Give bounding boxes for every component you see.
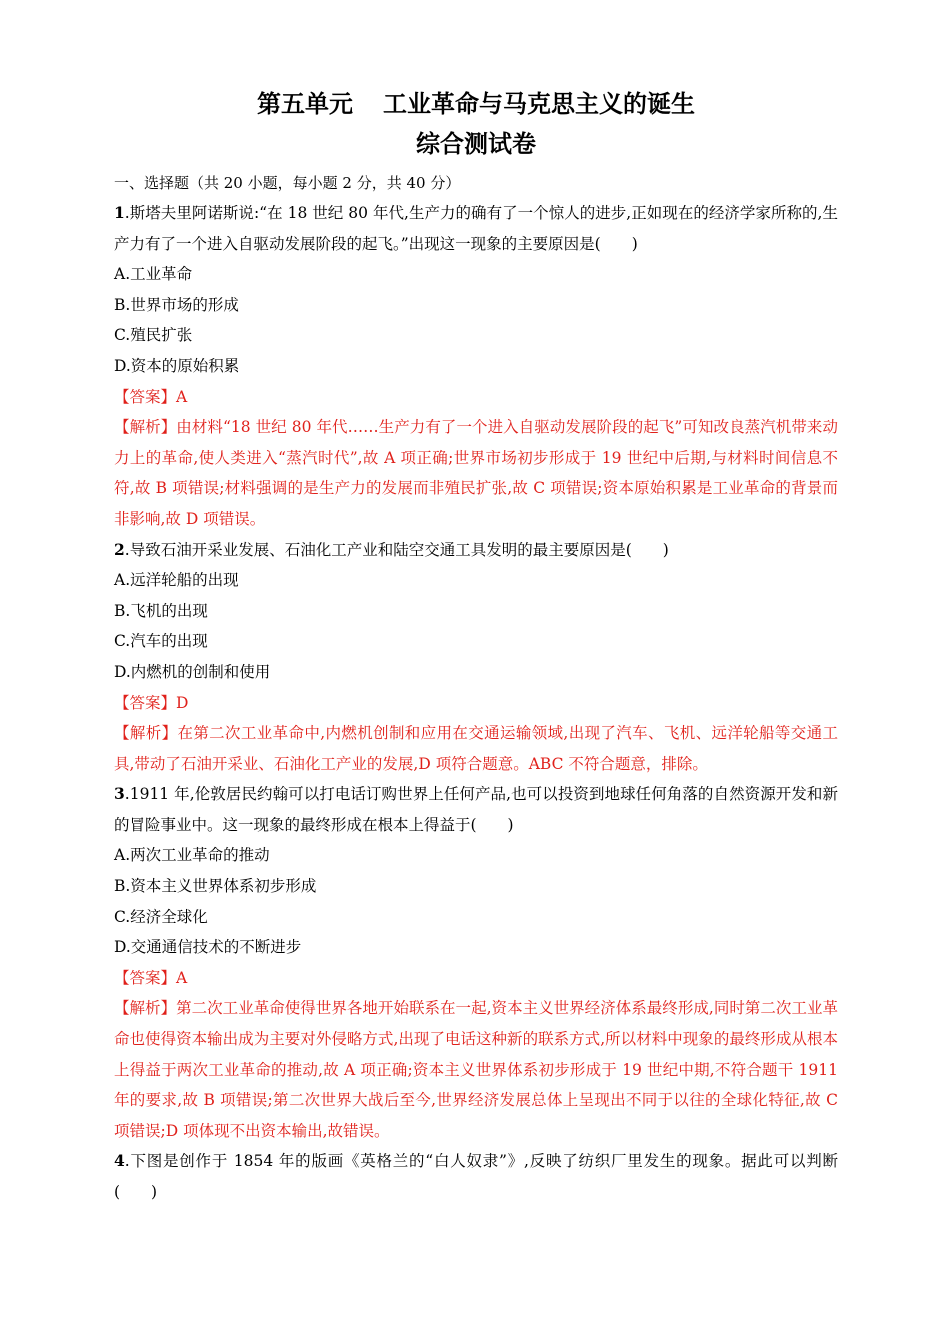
analysis-text: 由材料“18 世纪 80 年代……生产力有了一个进入自驱动发展阶段的起飞”可知改良蒸汽机带来动力上的革命,使人类进入“蒸汽时代”,故 A 项正确;世界市场初步形成于 19 世纪中后期,与材料时间信息不符,故 B 项错误;材料强调的是生产力的发展而非殖民扩张,故 C 项错误;资本原始积累是工业革命的背景而非影响,故 D 项错误。	[114, 418, 838, 528]
question-4	[114, 1146, 838, 1207]
analysis	[114, 993, 838, 1146]
answer	[114, 688, 838, 719]
question-text: .斯塔夫里阿诺斯说:“在 18 世纪 80 年代,生产力的确有了一个惊人的进步,正如现在的经济学家所称的,生产力有了一个进入自驱动发展阶段的起飞。”出现这一现象的主要原因是( )	[114, 204, 838, 253]
page-subtitle: 综合测试卷	[416, 130, 536, 158]
question-text: .1911 年,伦敦居民约翰可以打电话订购世界上任何产品,也可以投资到地球任何角落的自然资源开发和新的冒险事业中。这一现象的最终形成在根本上得益于( )	[114, 785, 838, 834]
question-stem	[114, 198, 838, 259]
title-unit: 第五单元	[257, 90, 353, 118]
question-1	[114, 198, 838, 535]
question-stem	[114, 1146, 838, 1207]
analysis-label: 【解析】	[114, 999, 177, 1018]
option-d: D.交通通信技术的不断进步	[114, 938, 302, 957]
answer-value: D	[176, 693, 189, 712]
page-title	[114, 84, 838, 124]
question-number: 3	[114, 784, 125, 804]
analysis	[114, 412, 838, 534]
analysis-label: 【解析】	[114, 418, 177, 437]
option-a: A.工业革命	[114, 265, 193, 284]
question-number: 1	[114, 203, 125, 222]
section-heading: 一、选择题（共 20 小题，每小题 2 分，共 40 分）	[114, 174, 461, 192]
question-3	[114, 779, 838, 1146]
option-c: C.经济全球化	[114, 907, 208, 926]
answer	[114, 963, 838, 994]
option-a: A.远洋轮船的出现	[114, 571, 239, 590]
option-b: B.世界市场的形成	[114, 295, 239, 314]
question-text: .下图是创作于 1854 年的版画《英格兰的“白人奴隶”》,反映了纺织厂里发生的现象。据此可以判断( )	[114, 1152, 838, 1201]
option-d: D.内燃机的创制和使用	[114, 662, 271, 681]
option-d: D.资本的原始积累	[114, 356, 240, 375]
document-page	[114, 84, 838, 1208]
question-text: .导致石油开采业发展、石油化工产业和陆空交通工具发明的最主要原因是( )	[124, 540, 669, 559]
option-c: C.殖民扩张	[114, 326, 193, 345]
analysis-label: 【解析】	[114, 724, 178, 743]
answer-value: A	[176, 968, 188, 987]
question-stem	[114, 779, 838, 840]
analysis-text: 在第二次工业革命中,内燃机创制和应用在交通运输领域,出现了汽车、飞机、远洋轮船等交通工具,带动了石油开采业、石油化工产业的发展,D 项符合题意。ABC 不符合题意，排除。	[114, 724, 838, 773]
title-topic: 工业革命与马克思主义的诞生	[383, 90, 695, 118]
analysis-text: 第二次工业革命使得世界各地开始联系在一起,资本主义世界经济体系最终形成,同时第二次工业革命也使得资本输出成为主要对外侵略方式,出现了电话这种新的联系方式,所以材料中现象的最终形成从根本上得益于两次工业革命的推动,故 A 项正确;资本主义世界体系初步形成于 19 世纪中期,不符合题干 1911 年的要求,故 B 项错误;第二次世界大战后至今,世界经济发展总体上呈现出不同于以往的全球化特征,故 C 项错误;D 项体现不出资本输出,故错误。	[114, 999, 838, 1140]
answer	[114, 382, 838, 413]
option-c: C.汽车的出现	[114, 632, 208, 651]
option-b: B.飞机的出现	[114, 601, 208, 620]
answer-value: A	[176, 387, 188, 406]
question-number: 4	[114, 1151, 125, 1171]
question-2	[114, 535, 838, 780]
answer-label: 【答案】	[114, 968, 177, 987]
answer-label: 【答案】	[114, 387, 177, 406]
option-a: A.两次工业革命的推动	[114, 846, 270, 865]
analysis	[114, 718, 838, 779]
option-b: B.资本主义世界体系初步形成	[114, 877, 317, 896]
answer-label: 【答案】	[114, 693, 177, 712]
question-stem	[114, 535, 838, 566]
question-number: 2	[114, 539, 125, 559]
